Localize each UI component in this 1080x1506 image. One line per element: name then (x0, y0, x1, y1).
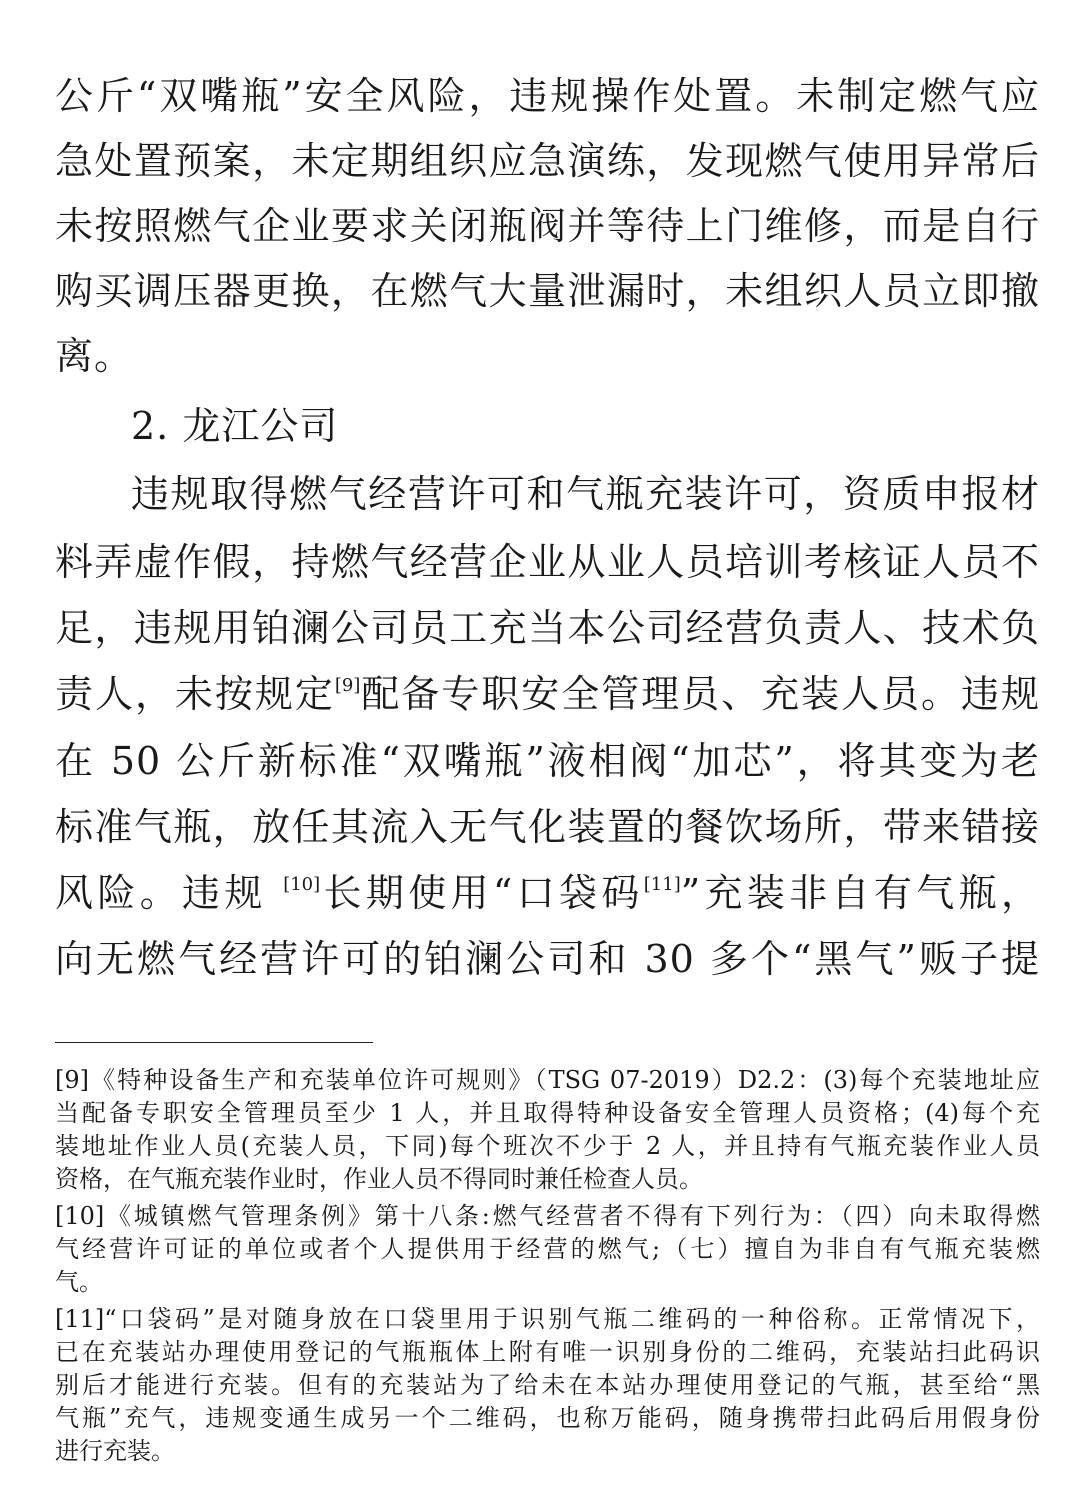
footnote-line: 别后才能进行充装。但有的充装站为了给未在本站办理使用登记的气瓶，甚至给“黑 (55, 1371, 1040, 1399)
paragraph-line: 购买调压器更换，在燃气大量泄漏时，未组织人员立即撤 (55, 269, 1040, 313)
paragraph-text: 配备专职安全管理员、充装人员。违规 (360, 672, 1040, 716)
footnote-line: [9]《特种设备生产和充装单位许可规则》（TSG 07-2019）D2.2：(3)每个充装地址应 (55, 1066, 1040, 1094)
footnote-separator (55, 1042, 373, 1043)
paragraph-text: ”充装非自有气瓶， (680, 871, 1040, 915)
footnote-line: 已在充装站办理使用登记的气瓶瓶体上附有唯一识别身份的二维码，充装站扫此码识 (55, 1338, 1040, 1366)
footnote-line: 装地址作业人员(充装人员，下同)每个班次不少于 2 人，并且持有气瓶充装作业人员 (55, 1132, 1040, 1160)
footnote-line: 气经营许可证的单位或者个人提供用于经营的燃气;（七）擅自为非自有气瓶充装燃 (55, 1235, 1040, 1263)
paragraph-line: 向无燃气经营许可的铂澜公司和 30 多个“黑气”贩子提 (55, 937, 1040, 981)
paragraph-line: 急处置预案，未定期组织应急演练，发现燃气使用异常后 (55, 139, 1040, 183)
paragraph-line: 在 50 公斤新标准“双嘴瓶”液相阀“加芯”，将其变为老 (55, 739, 1040, 783)
paragraph-line: 足，违规用铂澜公司员工充当本公司经营负责人、技术负 (55, 606, 1040, 650)
footnote-line: 气。 (55, 1268, 103, 1296)
section-heading: 2. 龙江公司 (131, 404, 339, 448)
footnote-ref[interactable]: [10] (283, 874, 321, 895)
footnote-line: 当配备专职安全管理员至少 1 人，并且取得特种设备安全管理人员资格；(4)每个充 (55, 1099, 1040, 1127)
paragraph-line: 标准气瓶，放任其流入无气化装置的餐饮场所，带来错接 (55, 805, 1040, 849)
paragraph-line: 违规取得燃气经营许可和气瓶充装许可，资质申报材 (131, 472, 1040, 516)
paragraph-line: 料弄虚作假，持燃气经营企业从业人员培训考核证人员不 (55, 540, 1040, 584)
footnote-ref[interactable]: [11] (643, 874, 681, 895)
paragraph-text: 风险。违规 (55, 871, 284, 915)
footnote-line: [10]《城镇燃气管理条例》第十八条:燃气经营者不得有下列行为：（四）向未取得燃 (55, 1202, 1040, 1230)
paragraph-line: 离。 (55, 334, 134, 378)
paragraph-line (55, 863, 1040, 923)
footnote-line: 进行充装。 (55, 1437, 175, 1465)
footnote-line: 气瓶”充气，违规变通生成另一个二维码，也称万能码，随身携带扫此码后用假身份 (55, 1404, 1040, 1432)
paragraph-text: 长期使用“口袋码 (320, 871, 644, 915)
paragraph-line (55, 664, 1040, 724)
footnote-line: 资格，在气瓶充装作业时，作业人员不得同时兼任检查人员。 (55, 1165, 703, 1193)
paragraph-line: 未按照燃气企业要求关闭瓶阀并等待上门维修，而是自行 (55, 204, 1040, 248)
footnote-line: [11]“口袋码”是对随身放在口袋里用于识别气瓶二维码的一种俗称。正常情况下， (55, 1305, 1040, 1333)
paragraph-line: 公斤“双嘴瓶”安全风险，违规操作处置。未制定燃气应 (55, 74, 1040, 118)
paragraph-text: 责人，未按规定 (55, 672, 335, 716)
footnote-ref[interactable]: [9] (334, 675, 361, 696)
